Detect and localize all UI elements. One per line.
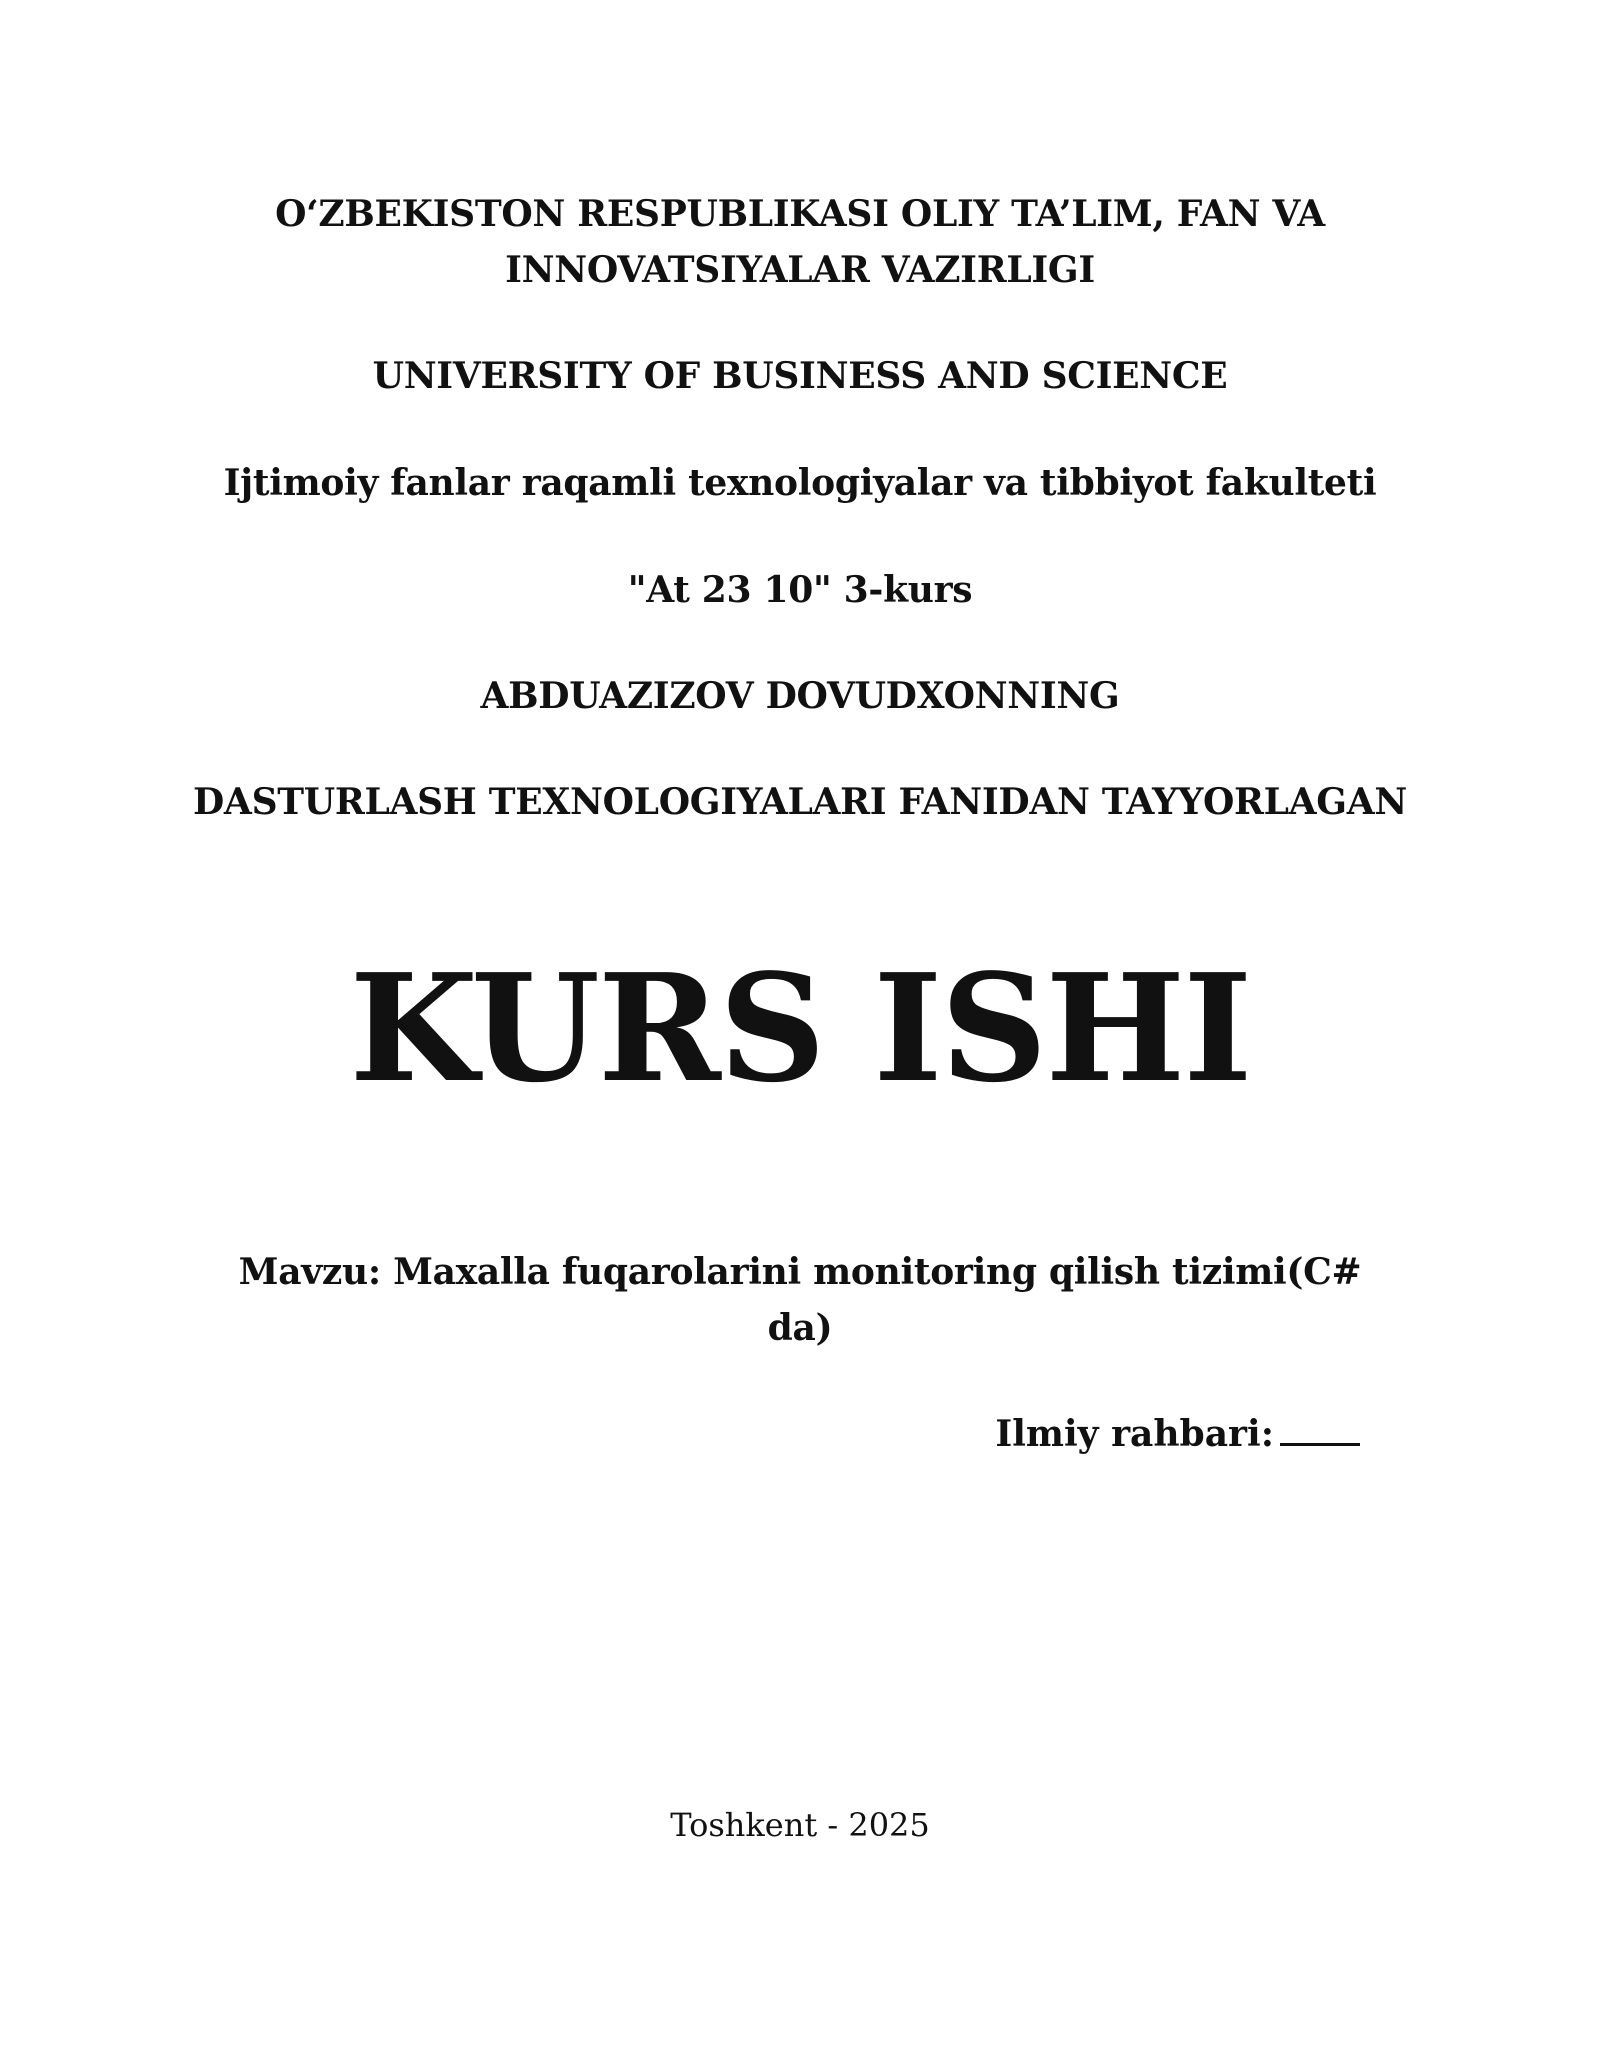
topic-line-2: da) <box>767 1307 833 1349</box>
topic-line-1: Mavzu: Maxalla fuqarolarini monitoring qilish tizimi(C# <box>238 1251 1362 1293</box>
place-and-year: Toshkent - 2025 <box>670 1806 930 1844</box>
faculty-name: Ijtimoiy fanlar raqamli texnologiyalar va tibbiyot fakulteti <box>223 462 1377 504</box>
university-name: UNIVERSITY OF BUSINESS AND SCIENCE <box>372 355 1228 397</box>
ministry-name-line-1: O‘ZBEKISTON RESPUBLIKASI OLIY TA’LIM, FAN VA <box>275 193 1325 235</box>
supervisor-label: Ilmiy rahbari: <box>995 1413 1274 1455</box>
group-course: "At 23 10" 3-kurs <box>627 569 973 611</box>
supervisor-field <box>995 1406 1360 1462</box>
ministry-name-line-2: INNOVATSIYALAR VAZIRLIGI <box>505 249 1095 291</box>
student-name: ABDUAZIZOV DOVUDXONNING <box>480 675 1120 717</box>
document-title: KURS ISHI <box>349 941 1251 1115</box>
supervisor-blank-line <box>1280 1413 1360 1446</box>
subject-line: DASTURLASH TEXNOLOGIYALARI FANIDAN TAYYORLAGAN <box>193 781 1407 823</box>
